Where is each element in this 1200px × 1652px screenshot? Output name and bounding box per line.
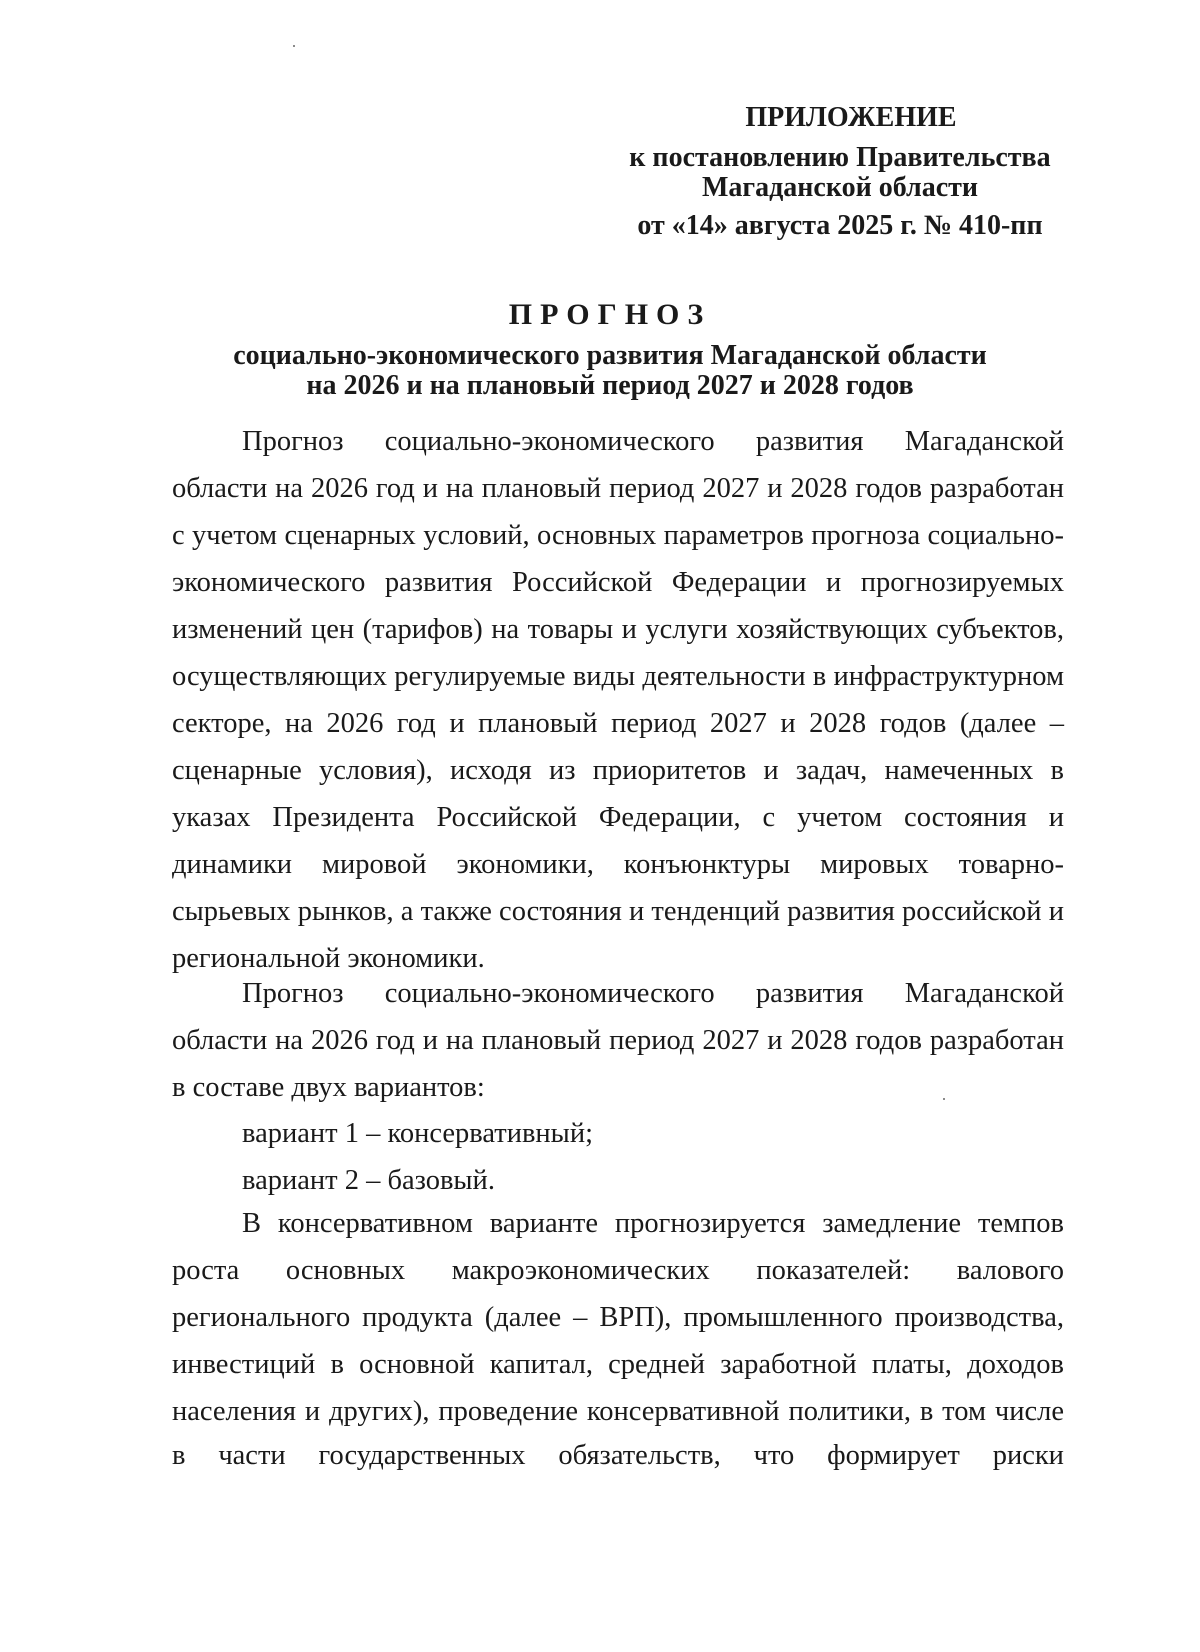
variant-2: вариант 2 – базовый. <box>242 1165 495 1196</box>
document-subtitle-line-2: на 2026 и на плановый период 2027 и 2028 годов <box>306 370 914 401</box>
paragraph-3-last-line <box>172 1432 1064 1479</box>
paragraph-2: Прогноз социально-экономического развития Магаданской области на 2026 год и на плановый период 2027 и 2028 годов разработан в составе двух вариантов: <box>172 978 1064 1103</box>
appendix-block <box>600 102 1080 242</box>
document-subtitle-line-1: социально-экономического развития Магаданской области <box>233 340 987 371</box>
appendix-line-1: к постановлению Правительства <box>629 142 1051 173</box>
word: формирует <box>827 1440 960 1471</box>
word: риски <box>992 1440 1064 1471</box>
word: части <box>218 1440 286 1471</box>
appendix-date: от «14» августа 2025 г. № 410-пп <box>637 210 1043 241</box>
appendix-line-2: Магаданской области <box>701 172 979 203</box>
paragraph-3: В консервативном варианте прогнозируется замедление темпов роста основных макроэкономических показателей: валового регионального продукта (далее – ВРП), промышленного производства, инвестиций в основной капитал, средней заработной платы, доходов населения и других), проведение консервативной политики, в том числе <box>172 1208 1064 1427</box>
scan-speck <box>293 45 295 47</box>
appendix-title: ПРИЛОЖЕНИЕ <box>745 102 957 133</box>
variant-1: вариант 1 – консервативный; <box>242 1118 593 1149</box>
word: обязательств, <box>558 1440 721 1471</box>
word: что <box>753 1440 795 1471</box>
document-title: ПРОГНОЗ <box>508 298 712 331</box>
word: в <box>172 1440 186 1471</box>
word: государственных <box>318 1440 526 1471</box>
paragraph-1: Прогноз социально-экономического развития Магаданской области на 2026 год и на плановый период 2027 и 2028 годов разработан с учетом сценарных условий, основных параметров прогноза социально-экономического развития Российской Федерации и прогнозируемых изменений цен (тарифов) на товары и услуги хозяйствующих субъектов, осуществляющих регулируемые виды деятельности в инфраструктурном секторе, на 2026 год и плановый период 2027 и 2028 годов (далее – сценарные условия), исходя из приоритетов и задач, намеченных в указах Президента Российской Федерации, с учетом состояния и динамики мировой экономики, конъюнктуры мировых товарно-сырьевых рынков, а также состояния и тенденций развития российской и региональной экономики. <box>172 426 1064 974</box>
